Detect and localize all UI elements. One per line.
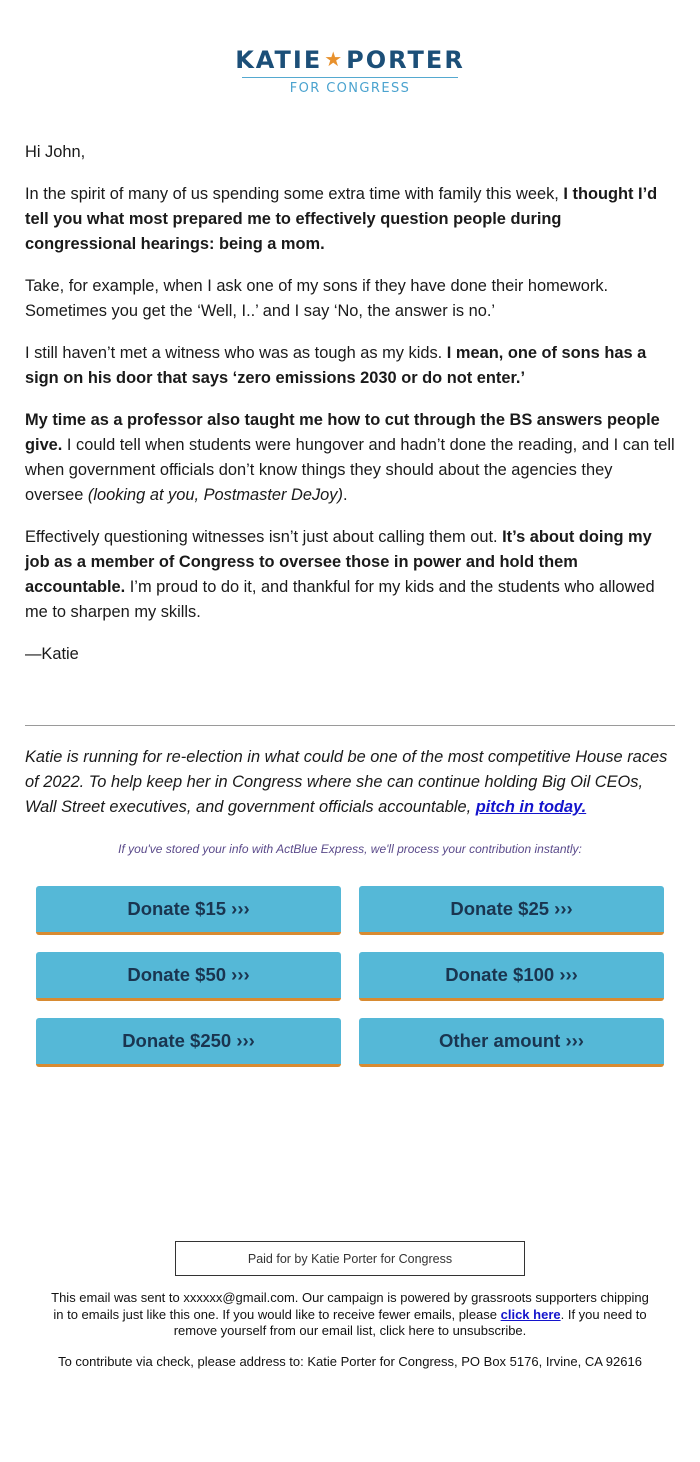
paragraph-3-bold: I mean, one of sons has a sign on his door that says ‘zero emissions 2030 or do not enter.’ — [25, 344, 647, 387]
paid-for-box: Paid for by Katie Porter for Congress — [175, 1241, 525, 1276]
logo-subtitle: FOR CONGRESS — [289, 81, 411, 96]
paragraph-4-italic: (looking at you, Postmaster DeJoy) — [87, 486, 343, 504]
paragraph-5-text: Effectively questioning witnesses isn’t just about calling them out. — [25, 528, 503, 546]
paragraph-4 — [25, 408, 675, 508]
logo-last-name: PORTER — [346, 46, 465, 74]
donate-50-button[interactable]: Donate $50 ››› — [36, 952, 341, 1001]
paragraph-1 — [25, 182, 675, 257]
logo-rule — [242, 77, 458, 78]
click-here-link[interactable]: click here — [500, 1306, 561, 1322]
footer-text-b: . If you need to remove yourself from our email list, click here to unsubscribe. — [173, 1306, 647, 1338]
donate-25-button[interactable]: Donate $25 ››› — [359, 886, 664, 935]
paragraph-3-text: I still haven’t met a witness who was as tough as my kids. — [25, 344, 447, 362]
paragraph-4-end: . — [342, 486, 348, 504]
footer — [50, 1290, 650, 1384]
paragraph-5 — [25, 525, 675, 625]
footer-disclaimer — [50, 1290, 650, 1340]
pitch-in-link[interactable]: pitch in today. — [475, 798, 587, 816]
paragraph-4-text: I could tell when students were hungover and hadn’t done the reading, and I can tell when government officials don’t know things they should about the agencies they oversee — [25, 436, 675, 504]
donate-250-button[interactable]: Donate $250 ››› — [36, 1018, 341, 1067]
paragraph-5-end: I’m proud to do it, and thankful for my kids and the students who allowed me to sharpen my skills. — [25, 578, 655, 621]
other-amount-button[interactable]: Other amount ››› — [359, 1018, 664, 1067]
footer-address: To contribute via check, please address to: Katie Porter for Congress, PO Box 5176, Irvine, CA 92616 — [58, 1353, 642, 1369]
campaign-logo — [0, 46, 700, 97]
signoff: —Katie — [25, 645, 79, 663]
paragraph-3 — [25, 341, 675, 391]
paragraph-1-bold: I thought I’d tell you what most prepared me to effectively question people during congressional hearings: being a mom. — [25, 185, 658, 253]
paragraph-2: Take, for example, when I ask one of my sons if they have done their homework. Sometimes you get the ‘Well, I..’ and I say ‘No, the answer is no.’ — [25, 277, 609, 320]
footer-text-a: This email was sent to xxxxxx@gmail.com. Our campaign is powered by grassroots supporters chipping in to emails just like this one. If you would like to receive fewer emails, please — [51, 1290, 649, 1322]
email-body — [25, 140, 675, 684]
section-divider — [25, 725, 675, 726]
pitch-paragraph — [25, 745, 675, 820]
greeting: Hi John, — [25, 143, 86, 161]
actblue-note: If you've stored your info with ActBlue Express, we'll process your contribution instantly: — [118, 842, 582, 856]
logo-wordmark — [0, 46, 700, 75]
paragraph-1-text: In the spirit of many of us spending some extra time with family this week, — [25, 185, 564, 203]
donate-100-button[interactable]: Donate $100 ››› — [359, 952, 664, 1001]
paragraph-4-bold: My time as a professor also taught me how to cut through the BS answers people give. — [25, 411, 660, 454]
star-icon: ★ — [324, 47, 345, 71]
paragraph-5-bold: It’s about doing my job as a member of Congress to oversee those in power and hold them accountable. — [25, 528, 652, 596]
pitch-text: Katie is running for re-election in what could be one of the most competitive House races of 2022. To help keep her in Congress where she can continue holding Big Oil CEOs, Wall Street executives, and government officials accountable, — [25, 748, 668, 816]
logo-first-name: KATIE — [235, 46, 323, 74]
donate-15-button[interactable]: Donate $15 ››› — [36, 886, 341, 935]
